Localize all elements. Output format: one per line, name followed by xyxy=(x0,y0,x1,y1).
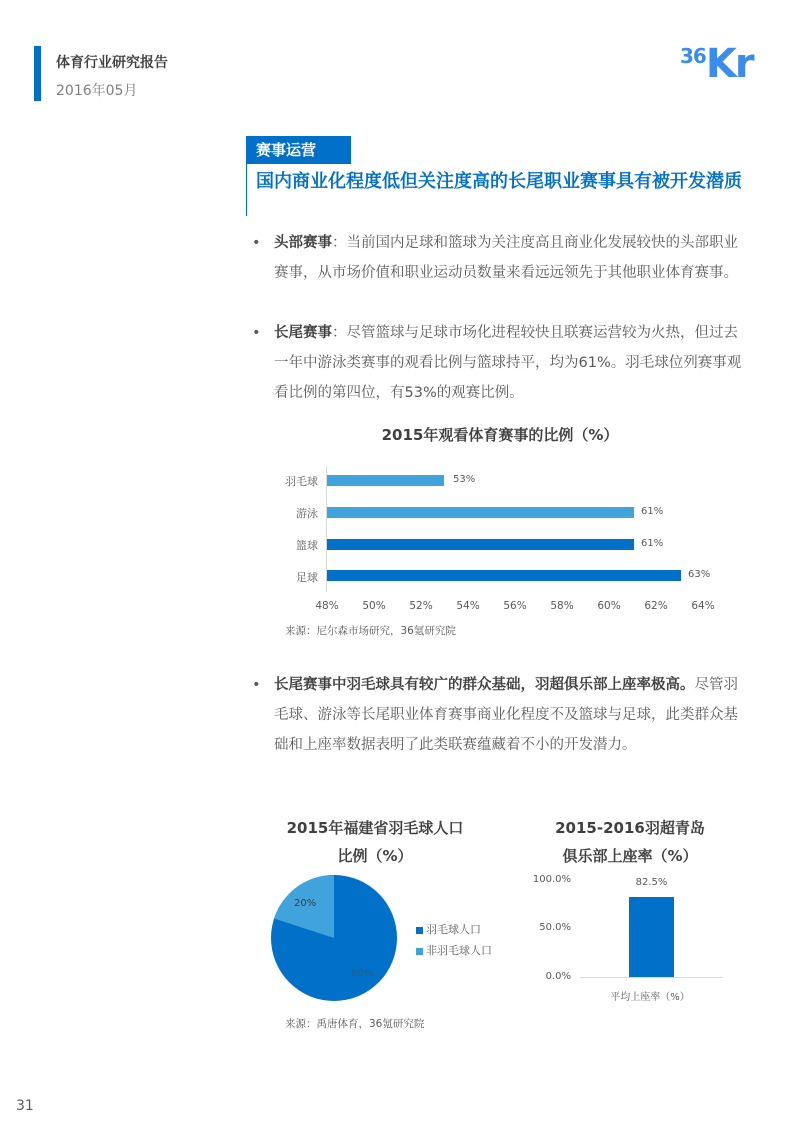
bullet-dot-icon: • xyxy=(252,235,261,251)
chart1-x-tick: 62% xyxy=(644,600,668,612)
bullet-badminton-base xyxy=(252,670,747,760)
chart1-x-tick: 58% xyxy=(550,600,574,612)
chart1-title: 2015年观看体育赛事的比例（%） xyxy=(381,426,619,444)
chart1-category-label: 足球 xyxy=(296,571,318,584)
header-accent-bar xyxy=(34,46,41,101)
chart3-title-line: 2015-2016羽超青岛 xyxy=(555,819,705,837)
chart3-x-axis xyxy=(580,977,723,978)
chart1-bar xyxy=(327,507,634,518)
section-headline: 国内商业化程度低但关注度高的长尾职业赛事具有被开发潜质 xyxy=(256,171,742,192)
chart1-bar xyxy=(327,475,444,486)
report-title: 体育行业研究报告 xyxy=(56,55,168,71)
bullet-bold: 头部赛事 xyxy=(274,235,332,251)
chart1-x-tick: 50% xyxy=(362,600,386,612)
chart3-category-label: 平均上座率（%） xyxy=(610,992,690,1003)
chart1-x-tick: 56% xyxy=(503,600,527,612)
chart1-bar-value: 61% xyxy=(641,506,664,517)
bullet-text: ：尽管篮球与足球市场化进程较快且联赛运营较为火热，但过去一年中游泳类赛事的观看比例与篮球持平，均为61%。羽毛球位列赛事观看比例的第四位，有53%的观赛比例。 xyxy=(274,325,742,401)
logo-number: 36 xyxy=(680,44,706,68)
bullet-dot-icon: • xyxy=(252,677,261,693)
section-tag: 赛事运营 xyxy=(246,136,351,164)
pie-label-80: 80% xyxy=(351,968,374,979)
legend-label: 非羽毛球人口 xyxy=(426,944,492,957)
chart1-x-tick: 48% xyxy=(315,600,339,612)
chart2-pie xyxy=(270,874,398,1002)
page-number: 31 xyxy=(16,1098,34,1114)
chart1-bar-value: 53% xyxy=(453,474,476,485)
bullet-bold: 长尾赛事中羽毛球具有较广的群众基础，羽超俱乐部上座率极高。 xyxy=(274,677,695,693)
chart1-bar xyxy=(327,539,634,550)
report-date: 2016年05月 xyxy=(56,83,138,99)
chart1-category-label: 游泳 xyxy=(296,507,318,520)
chart1-bar xyxy=(327,570,681,581)
chart3-title-line: 俱乐部上座率（%） xyxy=(562,847,698,865)
chart1-x-tick: 52% xyxy=(409,600,433,612)
bullet-head-events xyxy=(252,228,747,288)
bullet-dot-icon: • xyxy=(252,325,261,341)
chart1-category-label: 篮球 xyxy=(296,539,318,552)
chart3-title xyxy=(520,814,740,870)
headline-accent-line xyxy=(246,164,247,216)
chart1-bar-value: 61% xyxy=(641,538,664,549)
chart3-bar-value: 82.5% xyxy=(635,877,668,888)
chart1-x-tick: 60% xyxy=(597,600,621,612)
chart1-x-tick: 54% xyxy=(456,600,480,612)
brand-logo xyxy=(680,41,753,87)
legend-swatch-icon xyxy=(416,948,423,955)
chart2-title-line: 2015年福建省羽毛球人口 xyxy=(286,819,464,837)
logo-letters: Kr xyxy=(705,41,753,87)
bullet-text: ：当前国内足球和篮球为关注度高且商业化发展较快的头部职业赛事，从市场价值和职业运动员数量来看远远领先于其他职业体育赛事。 xyxy=(274,235,738,281)
chart1-x-tick: 64% xyxy=(691,600,715,612)
chart3-y-tick: 0.0% xyxy=(545,971,571,982)
bullet-bold: 长尾赛事 xyxy=(274,325,332,341)
bullet-long-tail-events xyxy=(252,318,747,408)
chart3-y-tick: 100.0% xyxy=(532,874,571,885)
chart3-bar xyxy=(629,897,674,977)
chart2-title-line: 比例（%） xyxy=(337,847,413,865)
legend-swatch-icon xyxy=(416,927,423,934)
chart1-category-label: 羽毛球 xyxy=(285,475,318,488)
chart2-legend-item xyxy=(416,942,492,958)
chart1-source: 来源：尼尔森市场研究，36氪研究院 xyxy=(285,625,456,637)
legend-label: 羽毛球人口 xyxy=(426,923,481,936)
bullet-text: 尽管羽毛球、游泳等长尾职业体育赛事商业化程度不及篮球与足球，此类群众基础和上座率数据表明了此类联赛蕴藏着不小的开发潜力。 xyxy=(274,677,738,753)
chart2-legend-item xyxy=(416,921,481,937)
chart2-title xyxy=(265,814,485,870)
pie-label-20: 20% xyxy=(294,898,317,909)
chart3-y-tick: 50.0% xyxy=(539,922,571,933)
chart2-source: 来源：禹唐体育，36氪研究院 xyxy=(285,1018,425,1030)
chart1-bar-value: 63% xyxy=(688,569,711,580)
